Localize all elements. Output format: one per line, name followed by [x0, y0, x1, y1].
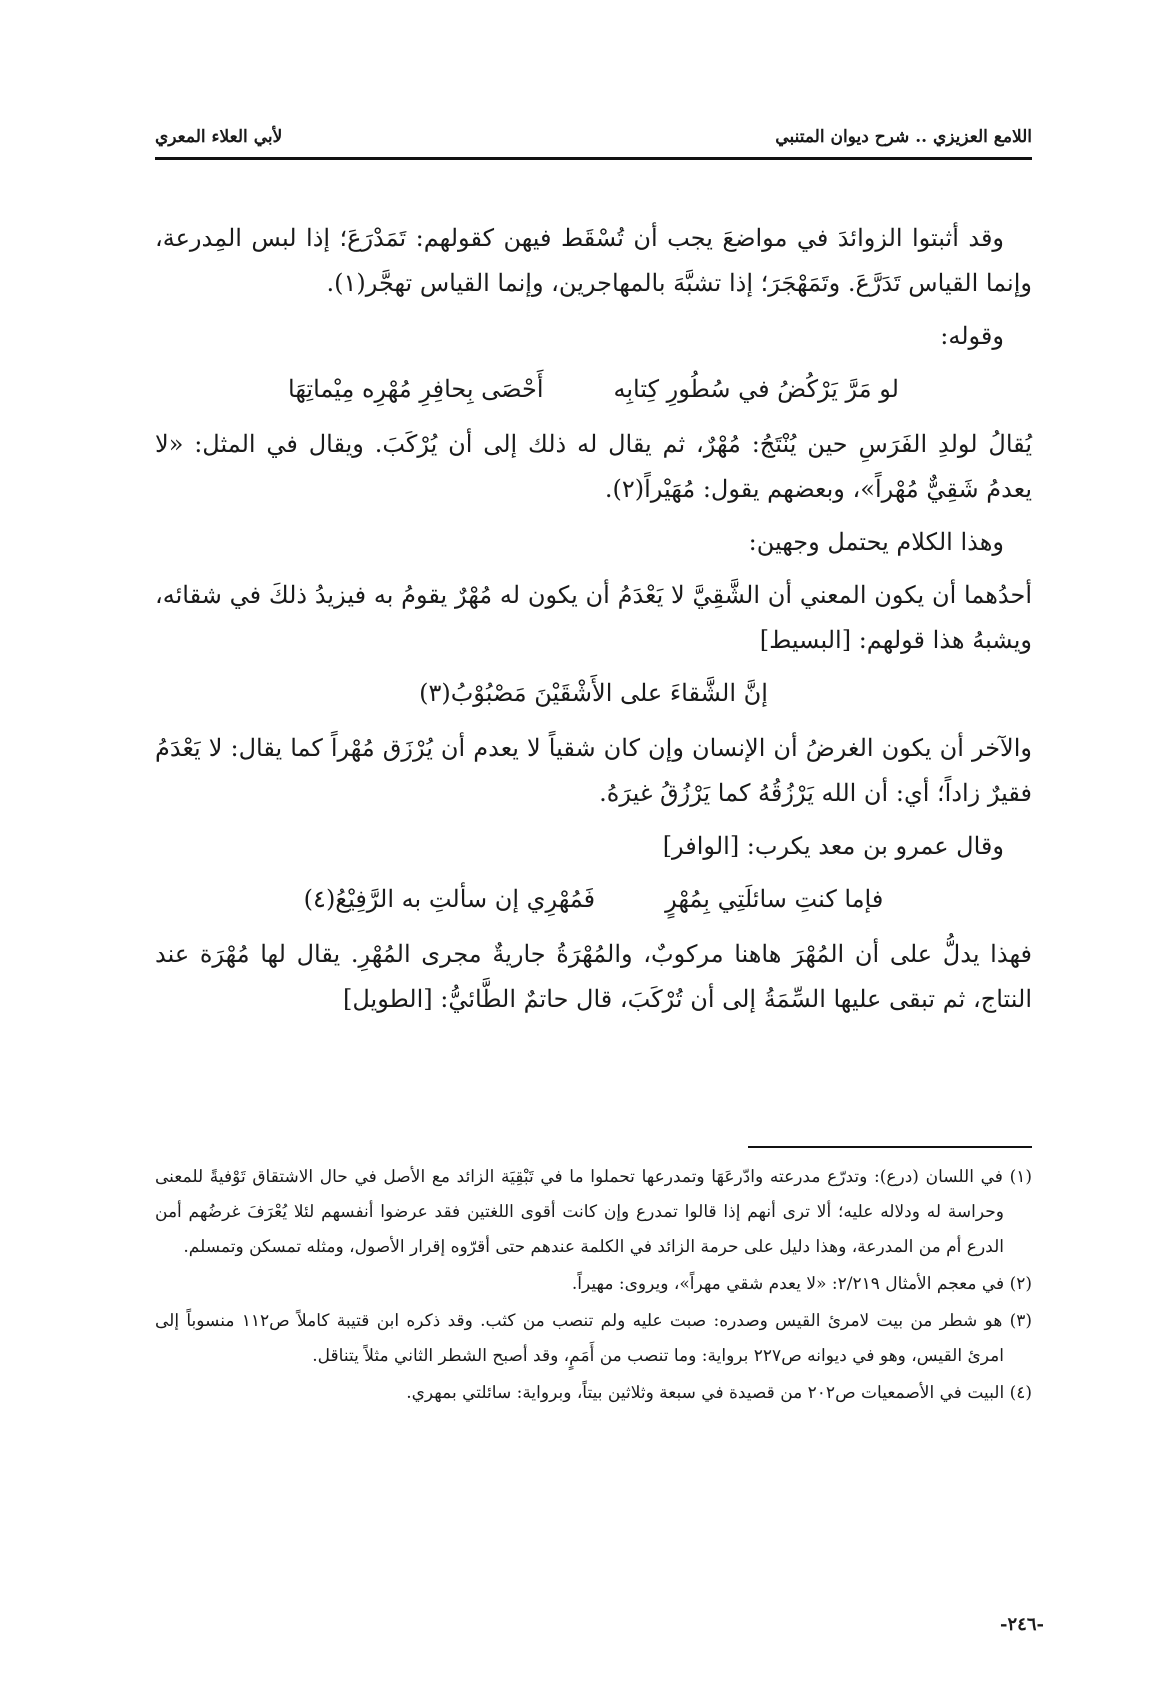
main-text: [155, 216, 1032, 1030]
running-head-author: لأبي العلاء المعري: [155, 127, 283, 147]
verse-1: [155, 367, 1032, 412]
paragraph-4: وهذا الكلام يحتمل وجهين:: [748, 528, 1004, 556]
verse-1-first-hemistich: لو مَرَّ يَرْكُضُ في سُطُورِ كِتابِه: [613, 375, 899, 403]
paragraph-7: وقال عمرو بن معد يكرب: [الوافر]: [662, 832, 1004, 860]
footnote-2: (٢) في معجم الأمثال ٢/٢١٩: «لا يعدم شقي مهراً»، ويروى: مهيراً.: [571, 1274, 1032, 1294]
paragraph-5: أحدُهما أن يكون المعني أن الشَّقِيَّ لا يَعْدَمُ أن يكون له مُهْرٌ يقومُ به فيزيدُ ذلكَ في شقائه، ويشبهُ هذا قولهم: [البسيط]: [155, 581, 1032, 654]
paragraph-2: وقوله:: [940, 322, 1004, 350]
verse-3: [155, 877, 1032, 922]
verse-1-second-hemistich: أَحْصَى بِحافِرِ مُهْرِه مِيْماتِهَا: [288, 375, 544, 403]
footnote-1: (١) في اللسان (درع): وتدرّع مدرعته وادّرعَهَا وتمدرعها تحملوا ما في تَبْقِيَة الزائد مع الأصل في حال الاشتقاق تَوْفيةً للمعنى وحراسة له ودلاله عليه؛ ألا ترى أنهم إذا قالوا تمدرع وإن كانت أقوى اللغتين فقد عرضوا أنفسهم لئلا يُعْرَفَ غرضُهم أمن الدرع أم من المدرعة، وهذا دليل على حرمة الزائد في الكلمة عندهم حتى أقرّوه إقرار الأصول، ومثله تمسكن وتمسلم.: [155, 1167, 1032, 1257]
verse-2-hemistich: إنَّ الشَّقاءَ على الأَشْقَيْنَ مَصْبُوْبُ(٣): [419, 679, 768, 707]
footnotes: [155, 1160, 1032, 1413]
verse-2: [155, 671, 1032, 716]
running-head-book-title: اللامع العزيزي .. شرح ديوان المتنبي: [775, 127, 1032, 147]
paragraph-6: والآخر أن يكون الغرضُ أن الإنسان وإن كان شقياً لا يعدم أن يُرْزَق مُهْراً كما يقال: لا يَعْدَمُ فقيرٌ زاداً؛ أي: أن الله يَرْزُقُهُ كما يَرْزُقُ غيرَهُ.: [155, 734, 1032, 807]
paragraph-3: يُقالُ لولدِ الفَرَسِ حين يُنْتَجُ: مُهْرٌ، ثم يقال له ذلك إلى أن يُرْكَبَ. ويقال في المثل: «لا يعدمُ شَقِيٌّ مُهْراً»، وبعضهم يقول: مُهَيْراً(٢).: [155, 430, 1032, 503]
page-number: -٢٤٦-: [1000, 1614, 1044, 1635]
footnote-rule: [748, 1146, 1032, 1148]
header-rule: [155, 157, 1032, 160]
paragraph-8: فهذا يدلُّ على أن المُهْرَ هاهنا مركوبٌ، والمُهْرَةُ جاريةٌ مجرى المُهْرِ. يقال لها مُهْرَة عند النتاج، ثم تبقى عليها السِّمَةُ إلى أن تُرْكَبَ، قال حاتمٌ الطَّائيُّ: [الطويل]: [155, 940, 1032, 1013]
footnote-3: (٣) هو شطر من بيت لامرئ القيس وصدره: صبت عليه ولم تنصب من كثب. وقد ذكره ابن قتيبة كاملاً ص١١٢ منسوباً إلى امرئ القيس، وهو في ديوانه ص٢٢٧ برواية: وما تنصب من أَمَمٍ، وقد أصبح الشطر الثاني مثلاً يتناقل.: [155, 1311, 1032, 1366]
verse-3-first-hemistich: فإما كنتِ سائلَتِي بِمُهْرٍ: [665, 885, 884, 913]
footnote-4: (٤) البيت في الأصمعيات ص٢٠٢ من قصيدة في سبعة وثلاثين بيتاً، وبرواية: سائلتي بمهري.: [406, 1383, 1032, 1403]
paragraph-1: وقد أثبتوا الزوائدَ في مواضعَ يجب أن تُسْقَط فيهن كقولهم: تَمَدْرَعَ؛ إذا لبس المِدرعة، وإنما القياس تَدَرَّعَ. وتَمَهْجَرَ؛ إذا تشبَّهَ بالمهاجرين، وإنما القياس تهجَّر(١).: [155, 224, 1032, 297]
verse-3-second-hemistich: فَمُهْرِي إن سألتِ به الرَّفِيْعُ(٤): [303, 885, 596, 913]
running-head: [155, 122, 1032, 152]
